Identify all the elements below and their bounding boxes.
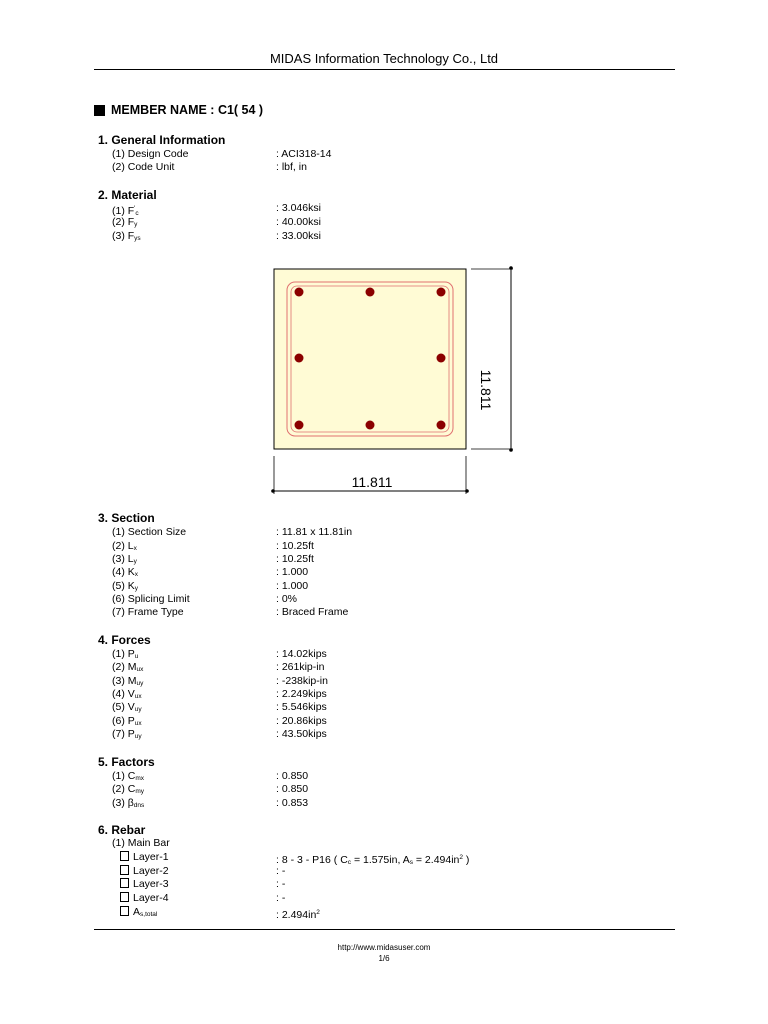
ly-label: (3) Ly: [112, 553, 137, 565]
fy-value: : 40.00ksi: [276, 216, 321, 228]
layer-2-label: Layer-2: [120, 865, 169, 878]
rebar-dot: [295, 288, 304, 297]
fy-label: (2) Fy: [112, 216, 138, 228]
footer-url[interactable]: http://www.midasuser.com: [337, 943, 431, 952]
section-size-label: (1) Section Size: [112, 526, 187, 538]
lx-value: : 10.25ft: [276, 540, 314, 552]
design-code-label: (1) Design Code: [112, 148, 189, 160]
frame-type-value: : Braced Frame: [276, 606, 349, 618]
as-total-value: : $2.494in^2$: [276, 909, 320, 921]
code-unit-label: (2) Code Unit: [112, 161, 175, 173]
bullet-box-icon: [120, 865, 129, 875]
beta-dns-value: : 0.853: [276, 797, 309, 809]
cmx-value: : 0.850: [276, 770, 309, 782]
cmx-label: (1) Cmx: [112, 770, 145, 782]
dim-tick-icon: [271, 489, 275, 493]
section-diagram: [260, 260, 530, 505]
section-title-material: 2. Material: [98, 188, 157, 202]
ky-value: : 1.000: [276, 580, 309, 592]
layer-4-label: Layer-4: [120, 892, 169, 905]
dim-tick-icon: [509, 448, 513, 452]
fc-label: (1) F'c: [112, 205, 139, 217]
section-title-factors: 5. Factors: [98, 755, 155, 769]
fys-label: (3) Fys: [112, 230, 141, 242]
pu-label: (1) Pu: [112, 648, 139, 660]
as-total-label: As,total: [120, 906, 157, 921]
section-title-general: 1. General Information: [98, 133, 226, 147]
splice-value: : 0%: [276, 593, 298, 605]
member-name: [94, 103, 263, 117]
kx-label: (4) Kx: [112, 566, 139, 578]
ly-value: : 10.25ft: [276, 553, 314, 565]
code-unit-value: : lbf, in: [276, 161, 307, 173]
fc-value: : 3.046ksi: [276, 202, 321, 214]
bullet-box-icon: [120, 878, 129, 888]
pu-value: : 14.02kips: [276, 648, 327, 660]
pux-value: : 20.86kips: [276, 715, 327, 727]
rebar-dot: [437, 354, 446, 363]
cmy-label: (2) Cmy: [112, 783, 145, 795]
rebar-dot: [366, 288, 375, 297]
mux-value: : 261kip-in: [276, 661, 325, 673]
height-dimension-label: 11.811: [478, 369, 494, 411]
bullet-box-icon: [120, 906, 129, 916]
rebar-dot: [295, 421, 304, 430]
kx-value: : 1.000: [276, 566, 309, 578]
layer-1-value: : 8 - 3 - P16 ( Cc = 1.575in, $As = 2.494in^2$ ): [276, 854, 470, 866]
bullet-box-icon: [120, 892, 129, 902]
puy-label: (7) Puy: [112, 728, 142, 740]
section-title-section: 3. Section: [98, 511, 155, 525]
rebar-dot: [437, 288, 446, 297]
mux-label: (2) Mux: [112, 661, 144, 673]
beta-dns-label: (3) βdns: [112, 797, 145, 809]
width-dimension-label: 11.811: [351, 474, 393, 490]
vuy-value: : 5.546kips: [276, 701, 327, 713]
dim-tick-icon: [509, 266, 513, 270]
bullet-box-icon: [120, 851, 129, 861]
muy-value: : -238kip-in: [276, 675, 328, 687]
layer-2-value: : -: [276, 865, 286, 877]
main-bar-label: (1) Main Bar: [112, 837, 170, 849]
rebar-dot: [295, 354, 304, 363]
layer-1-label: Layer-1: [120, 851, 169, 864]
square-bullet-icon: [94, 105, 105, 116]
company-header: MIDAS Information Technology Co., Ltd: [269, 51, 499, 66]
layer-4-value: : -: [276, 892, 286, 904]
ky-label: (5) Ky: [112, 580, 139, 592]
frame-type-label: (7) Frame Type: [112, 606, 184, 618]
member-name-label: MEMBER NAME : C1( 54 ): [111, 103, 264, 117]
muy-label: (3) Muy: [112, 675, 144, 687]
vux-value: : 2.249kips: [276, 688, 327, 700]
rebar-dot: [437, 421, 446, 430]
splice-label: (6) Splicing Limit: [112, 593, 190, 605]
footer-rule: [94, 929, 675, 930]
cmy-value: : 0.850: [276, 783, 309, 795]
section-size-value: : 11.81 x 11.81in: [276, 526, 353, 538]
lx-label: (2) Lx: [112, 540, 137, 552]
layer-3-value: : -: [276, 878, 286, 890]
vux-label: (4) Vux: [112, 688, 142, 700]
header-rule: [94, 69, 675, 70]
rebar-dot: [366, 421, 375, 430]
page-number: 1/6: [378, 954, 390, 963]
fys-value: : 33.00ksi: [276, 230, 321, 242]
pux-label: (6) Pux: [112, 715, 142, 727]
layer-3-label: Layer-3: [120, 878, 169, 891]
design-code-value: : ACI318-14: [276, 148, 332, 160]
section-title-forces: 4. Forces: [98, 633, 151, 647]
section-title-rebar: 6. Rebar: [98, 823, 146, 837]
dim-tick-icon: [465, 489, 469, 493]
puy-value: : 43.50kips: [276, 728, 327, 740]
vuy-label: (5) Vuy: [112, 701, 142, 713]
